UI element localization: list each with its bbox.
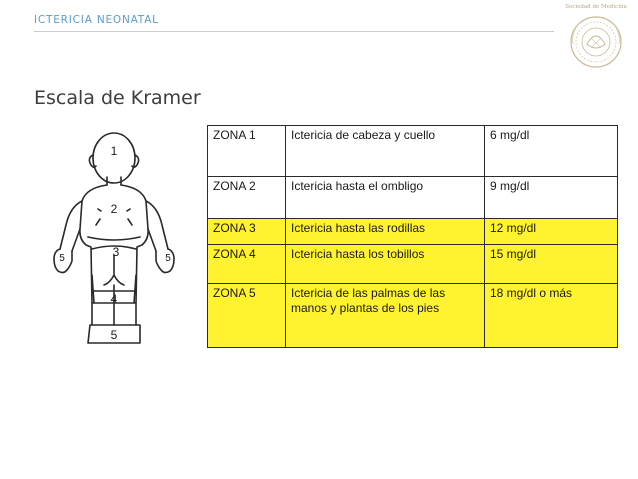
zone-number-3: 3 (112, 245, 120, 259)
section-label: ICTERICIA NEONATAL (34, 14, 159, 26)
description-cell: Ictericia hasta los tobillos (286, 245, 485, 284)
zone-number-2: 2 (110, 202, 118, 216)
zone-number-5: 5 (110, 328, 118, 342)
society-seal-icon (561, 4, 631, 72)
table-row (208, 177, 618, 218)
zone-number-5-right-hand: 5 (165, 253, 171, 264)
slide-title: Escala de Kramer (34, 87, 201, 109)
zone-number-4: 4 (110, 292, 118, 306)
zone-cell: ZONA 4 (208, 245, 286, 284)
bilirubin-level-cell: 15 mg/dl (485, 245, 618, 284)
bilirubin-level-cell: 6 mg/dl (485, 126, 618, 177)
zone-number-1: 1 (110, 144, 118, 158)
zone-number-5-left-hand: 5 (59, 253, 65, 264)
kramer-figure (22, 125, 620, 349)
zone-cell: ZONA 1 (208, 126, 286, 177)
table-row (208, 126, 618, 177)
table-row (208, 284, 618, 348)
seal-caption: Sociedad de Medicina (565, 4, 627, 10)
header-divider (34, 31, 554, 32)
bilirubin-level-cell: 12 mg/dl (485, 218, 618, 245)
description-cell: Ictericia de las palmas de las manos y plantas de los pies (286, 284, 485, 348)
description-cell: Ictericia hasta el ombligo (286, 177, 485, 218)
description-cell: Ictericia hasta las rodillas (286, 218, 485, 245)
kramer-zone-table (207, 125, 618, 348)
zone-cell: ZONA 5 (208, 284, 286, 348)
bilirubin-level-cell: 18 mg/dl o más (485, 284, 618, 348)
zone-cell: ZONA 3 (208, 218, 286, 245)
table-row (208, 218, 618, 245)
description-cell: Ictericia de cabeza y cuello (286, 126, 485, 177)
newborn-body-diagram (22, 125, 208, 349)
bilirubin-level-cell: 9 mg/dl (485, 177, 618, 218)
zone-cell: ZONA 2 (208, 177, 286, 218)
table-row (208, 245, 618, 284)
